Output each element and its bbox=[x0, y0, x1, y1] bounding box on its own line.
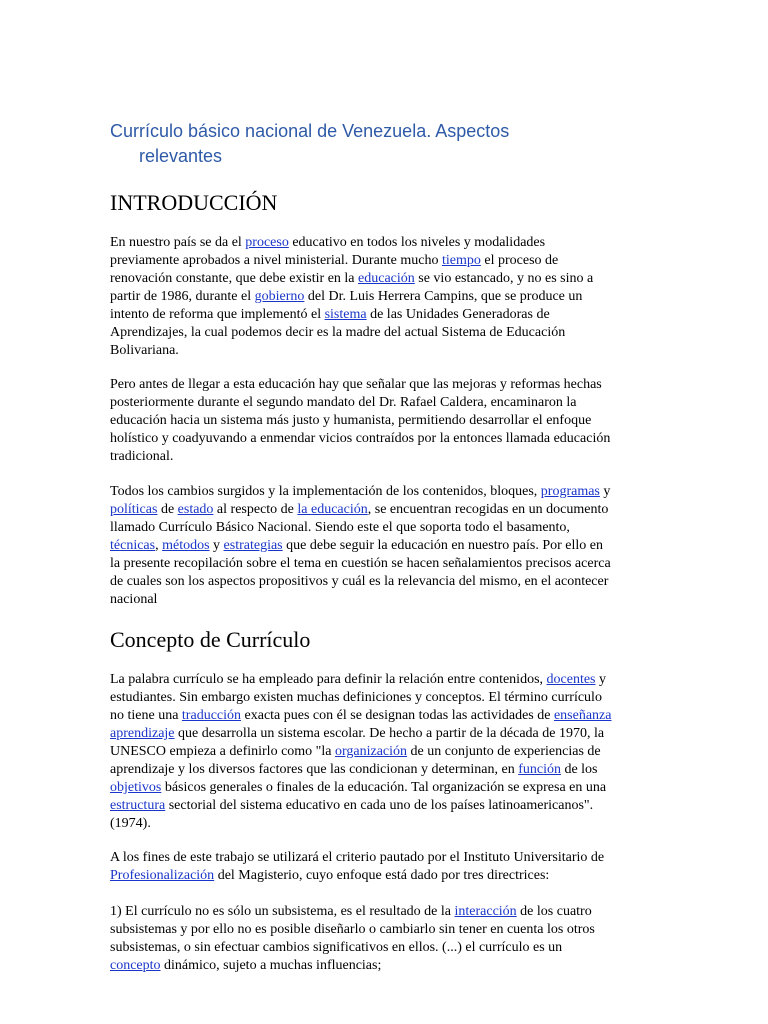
text-run: del Dr. Luis Herrera Campins, que se produce un bbox=[304, 289, 583, 304]
heading-concepto-curriculo: Concepto de Currículo bbox=[110, 627, 311, 652]
text-run: dinámico, sujeto a muchas influencias; bbox=[160, 958, 382, 973]
link-estado[interactable]: estado bbox=[177, 502, 214, 517]
text-run: el proceso de bbox=[480, 253, 559, 268]
link-metodos[interactable]: métodos bbox=[162, 538, 210, 553]
link-profesionalizacion[interactable]: Profesionalización bbox=[110, 868, 215, 883]
text-line bbox=[110, 689, 660, 707]
text-run: holístico y coadyuvando a enmendar vicios contraídos por la entonces llamada educación bbox=[110, 431, 611, 446]
text-run: y bbox=[209, 538, 224, 553]
link-la-educacion[interactable]: la educación bbox=[297, 502, 368, 517]
link-programas[interactable]: programas bbox=[540, 484, 600, 499]
text-run: Pero antes de llegar a esta educación hay que señalar que las mejoras y reformas hechas bbox=[110, 377, 602, 392]
link-aprendizaje[interactable]: aprendizaje bbox=[110, 726, 175, 741]
text-line bbox=[110, 324, 660, 342]
text-line bbox=[110, 867, 660, 885]
text-run: la presente recopilación sobre el tema en cuestión se hacen señalamientos precisos acerca bbox=[110, 556, 611, 571]
text-run: de un conjunto de experiencias de bbox=[407, 744, 601, 759]
text-run: previamente aprobados a nivel ministerial. Durante mucho bbox=[110, 253, 443, 268]
text-run: que debe seguir la educación en nuestro país. Por ello en bbox=[282, 538, 603, 553]
text-line bbox=[110, 376, 660, 394]
text-run: básicos generales o finales de la educación. Tal organización se expresa en una bbox=[161, 780, 607, 795]
link-objetivos[interactable]: objetivos bbox=[110, 780, 162, 795]
text-run: Todos los cambios surgidos y la implementación de los contenidos, bloques, bbox=[110, 484, 541, 499]
text-run: estudiantes. Sin embargo existen muchas definiciones y conceptos. El término currículo bbox=[110, 690, 602, 705]
text-run: de las Unidades Generadoras de bbox=[366, 307, 550, 322]
text-run: Aprendizajes, la cual podemos decir es la madre del actual Sistema de Educación bbox=[110, 325, 566, 340]
text-run: En nuestro país se da el bbox=[110, 235, 246, 250]
text-run: 1) El currículo no es sólo un subsistema, es el resultado de la bbox=[110, 904, 455, 919]
link-traduccion[interactable]: traducción bbox=[181, 708, 242, 723]
text-run: nacional bbox=[110, 592, 158, 607]
heading-introduccion: INTRODUCCIÓN bbox=[110, 190, 278, 215]
text-run: subsistemas, o sin efectuar cambios significativos en ellos. (...) el currículo es un bbox=[110, 940, 563, 955]
text-line bbox=[110, 957, 660, 975]
paragraph-2 bbox=[110, 376, 660, 466]
text-run: de los cuatro bbox=[516, 904, 592, 919]
text-line bbox=[110, 725, 660, 743]
text-line bbox=[110, 761, 660, 779]
text-line bbox=[110, 591, 660, 609]
text-run: que desarrolla un sistema escolar. De hecho a partir de la década de 1970, la bbox=[174, 726, 605, 741]
text-line bbox=[110, 779, 660, 797]
link-organizacion[interactable]: organización bbox=[334, 744, 408, 759]
text-run: intento de reforma que implementó el bbox=[110, 307, 325, 322]
text-run: partir de 1986, durante el bbox=[110, 289, 255, 304]
link-gobierno[interactable]: gobierno bbox=[254, 289, 305, 304]
text-line bbox=[110, 939, 660, 957]
text-run: posteriormente durante el segundo mandato del Dr. Rafael Caldera, encaminaron la bbox=[110, 395, 577, 410]
text-run: La palabra currículo se ha empleado para definir la relación entre contenidos, bbox=[110, 672, 547, 687]
link-estrategias[interactable]: estrategias bbox=[223, 538, 283, 553]
text-line bbox=[110, 815, 660, 833]
paragraph-6 bbox=[110, 903, 660, 975]
text-line bbox=[110, 448, 660, 466]
link-interaccion[interactable]: interacción bbox=[454, 904, 517, 919]
text-line bbox=[110, 555, 660, 573]
text-run: educativo en todos los niveles y modalidades bbox=[288, 235, 546, 250]
paragraph-3 bbox=[110, 483, 660, 609]
text-run: y bbox=[599, 484, 611, 499]
text-run: tradicional. bbox=[110, 449, 174, 464]
link-ensenanza[interactable]: enseñanza bbox=[553, 708, 612, 723]
text-line bbox=[110, 921, 660, 939]
text-run: se vio estancado, y no es sino a bbox=[414, 271, 594, 286]
text-run: , se encuentran recogidas en un documento bbox=[367, 502, 609, 517]
text-line bbox=[110, 849, 660, 867]
text-line bbox=[110, 234, 660, 252]
link-estructura[interactable]: estructura bbox=[110, 798, 166, 813]
link-proceso[interactable]: proceso bbox=[245, 235, 289, 250]
text-line bbox=[110, 342, 660, 360]
link-politicas[interactable]: políticas bbox=[110, 502, 158, 517]
paragraph-4 bbox=[110, 671, 660, 833]
text-line bbox=[110, 270, 660, 288]
text-line bbox=[110, 797, 660, 815]
title-line-2: relevantes bbox=[139, 146, 223, 166]
text-line bbox=[110, 573, 660, 591]
text-line bbox=[110, 306, 660, 324]
text-line bbox=[110, 903, 660, 921]
text-line bbox=[110, 519, 660, 537]
document-title bbox=[110, 119, 670, 169]
text-line bbox=[110, 707, 660, 725]
link-docentes[interactable]: docentes bbox=[546, 672, 596, 687]
text-run: de cuales son los aspectos propositivos y cuál es la relevancia del mismo, en el acontecer bbox=[110, 574, 609, 589]
text-run: Bolivariana. bbox=[110, 343, 179, 358]
text-line bbox=[110, 483, 660, 501]
title-line-1: Currículo básico nacional de Venezuela. Aspectos bbox=[110, 121, 510, 141]
text-run: UNESCO empieza a definirlo como "la bbox=[110, 744, 335, 759]
text-line bbox=[110, 412, 660, 430]
text-line bbox=[110, 288, 660, 306]
text-run: de bbox=[157, 502, 178, 517]
text-run: A los fines de este trabajo se utilizará el criterio pautado por el Instituto Universitario de bbox=[110, 850, 605, 865]
link-educacion[interactable]: educación bbox=[358, 271, 415, 286]
text-run: educación hacia un sistema más justo y humanista, permitiendo desarrollar el enfoque bbox=[110, 413, 592, 428]
text-run: al respecto de bbox=[213, 502, 298, 517]
text-run: no tiene una bbox=[110, 708, 182, 723]
text-run: aprendizaje y los diversos factores que las condicionan y determinan, en bbox=[110, 762, 519, 777]
text-line bbox=[110, 430, 660, 448]
text-line bbox=[110, 671, 660, 689]
text-run: y bbox=[595, 672, 606, 687]
text-line bbox=[110, 252, 660, 270]
text-line bbox=[110, 537, 660, 555]
text-run: del Magisterio, cuyo enfoque está dado por tres directrices: bbox=[214, 868, 550, 883]
text-run: sectorial del sistema educativo en cada uno de los países latinoamericanos". bbox=[165, 798, 594, 813]
text-run: , bbox=[155, 538, 163, 553]
link-tecnicas[interactable]: técnicas bbox=[110, 538, 156, 553]
text-run: (1974). bbox=[110, 816, 151, 831]
link-tiempo[interactable]: tiempo bbox=[442, 253, 481, 268]
text-line bbox=[110, 394, 660, 412]
text-run: exacta pues con él se designan todas las actividades de bbox=[241, 708, 554, 723]
text-line bbox=[110, 743, 660, 761]
text-run: subsistemas y por ello no es posible diseñarlo o cambiarlo sin tener en cuenta los otros bbox=[110, 922, 595, 937]
text-run: renovación constante, que debe existir en la bbox=[110, 271, 359, 286]
text-run: llamado Currículo Básico Nacional. Siendo este el que soporta todo el basamento, bbox=[110, 520, 570, 535]
link-sistema[interactable]: sistema bbox=[324, 307, 367, 322]
text-run: de los bbox=[560, 762, 598, 777]
paragraph-5 bbox=[110, 849, 660, 885]
text-line bbox=[110, 501, 660, 519]
link-funcion[interactable]: función bbox=[518, 762, 561, 777]
link-concepto[interactable]: concepto bbox=[110, 958, 161, 973]
paragraph-1 bbox=[110, 234, 660, 360]
